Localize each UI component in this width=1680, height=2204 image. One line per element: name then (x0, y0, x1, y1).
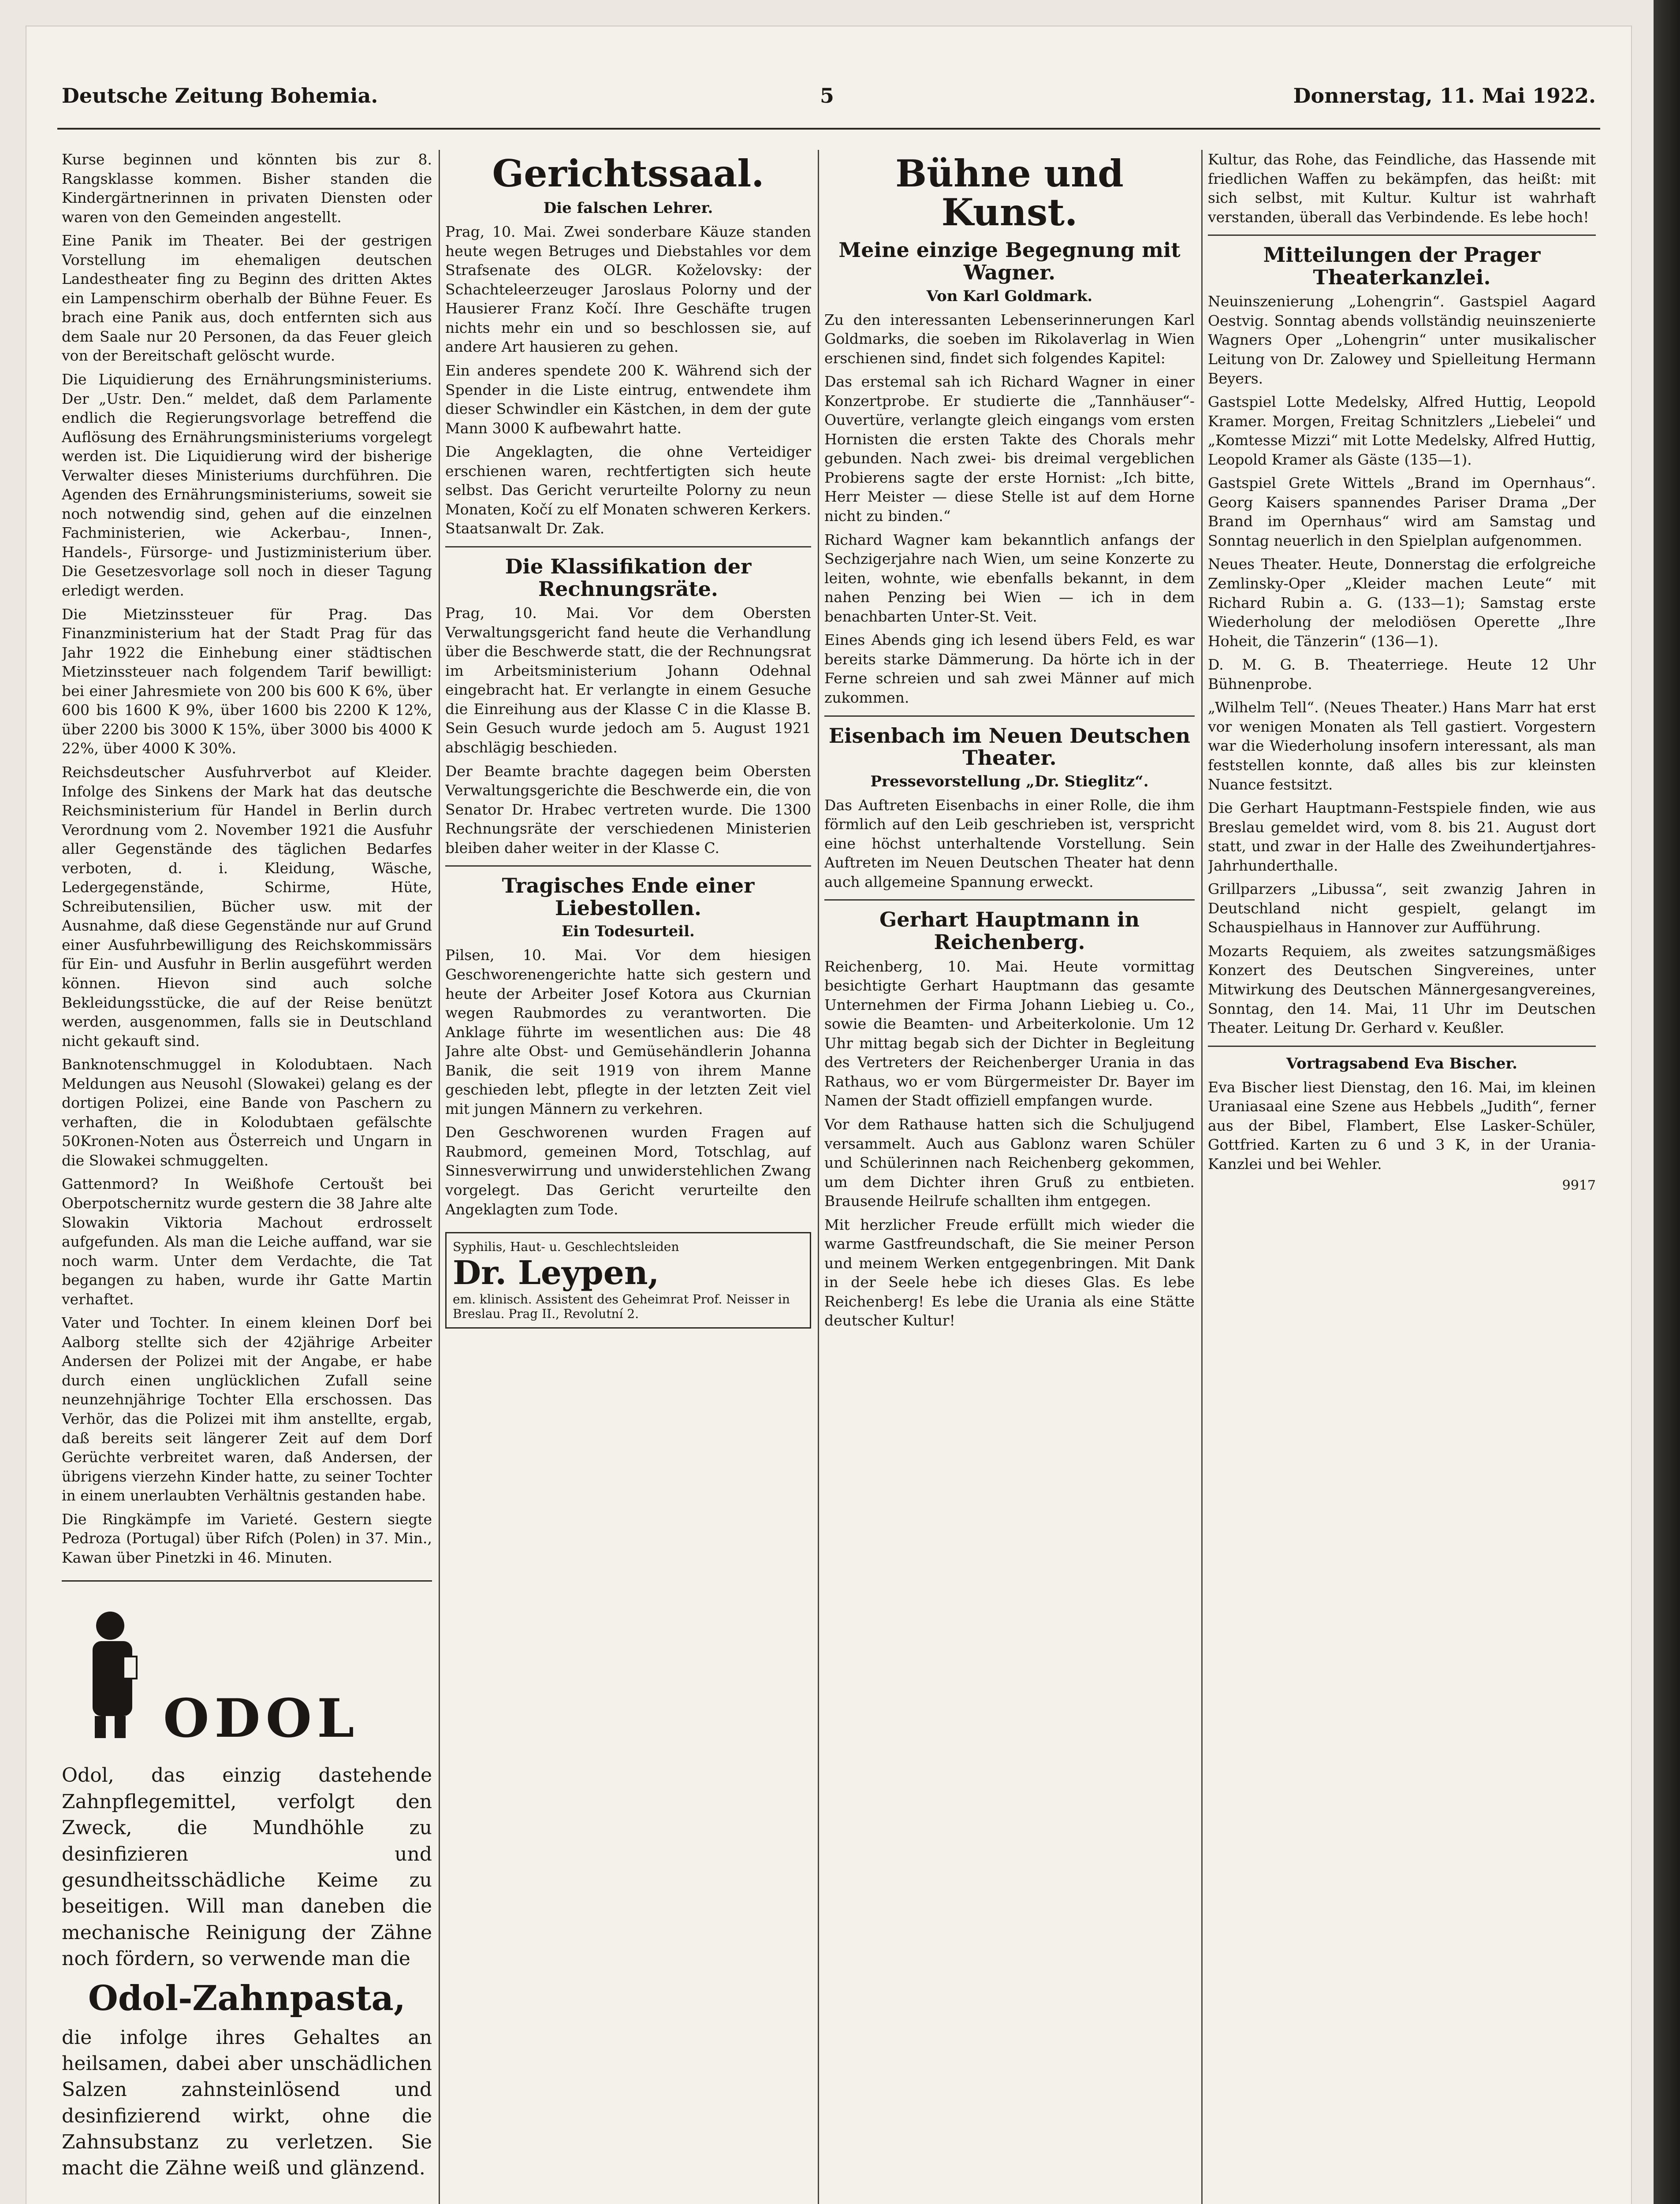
ad-name: Dr. Leypen, (453, 1254, 659, 1292)
section-heading: Mitteilungen der Prager Theaterkanzlei. (1263, 243, 1541, 289)
ad-line: em. klinisch. Assistent des Geheimrat Prof. Neisser in Breslau. Prag II., Revolutní 2. (453, 1292, 790, 1322)
article-subheading: Ein Todesurteil. (562, 923, 695, 941)
column-theater-notes (1208, 150, 1596, 2204)
article-paragraph: Richard Wagner kam bekanntlich anfangs der Sechzigerjahre nach Wien, um seine Konzerte zu leiten, wohnte, wie ebenfalls bekannt, in dem nahen Penzing bei Wien — ich in dem benachbarten Unter-St. Veit. (824, 531, 1195, 625)
newspaper-page (26, 26, 1631, 2204)
news-paragraph: Kurse beginnen und könnten bis zur 8. Rangsklasse kommen. Bisher standen die Kindergärtnerinnen in privaten Diensten oder waren von den Gemeinden angestellt. (62, 151, 432, 226)
article-paragraph: D. M. G. B. Theaterriege. Heute 12 Uhr Bühnenprobe. (1208, 656, 1596, 692)
column-court (445, 150, 811, 2204)
article-paragraph: Gastspiel Lotte Medelsky, Alfred Huttig, Leopold Kramer. Morgen, Freitag Schnitzlers „Liebelei“ und „Komtesse Mizzi“ mit Lotte Medelsky, Alfred Huttig, Leopold Kramer als Gäste (135—1). (1208, 393, 1596, 468)
article-paragraph: Mozarts Requiem, als zweites satzungsmäßiges Konzert des Deutschen Singvereines, unter Mitwirkung des Deutschen Männergesangvereines, Sonntag, den 14. Mai, 11 Uhr im Deutschen Theater. Leitung Dr. Gerhard v. Keußler. (1208, 942, 1596, 1037)
article-paragraph: Grillparzers „Libussa“, seit zwanzig Jahren in Deutschland nicht gespielt, gelangt im Schauspielhaus in Hannover zur Aufführung. (1208, 880, 1596, 936)
article-paragraph: Vor dem Rathause hatten sich die Schuljugend versammelt. Auch aus Gablonz waren Schüler und Schülerinnen nach Reichenberg gekommen, um dem Dichter ihren Gruß zu entbieten. Brausende Heilrufe schallten ihm entgegen. (824, 1115, 1195, 1210)
article-paragraph: Das erstemal sah ich Richard Wagner in einer Konzertprobe. Er studierte die „Tannhäuser“-Ouvertüre, verlangte gleich eingangs vom ersten Hornisten die ersten Takte des Chorals mehr gebunden. Nach zwei- bis dreimal vergeblichen Probierens sagte der erste Hornist: „Ich bitte, Herr Meister — diese Stelle ist auf dem Horne nicht zu binden.“ (824, 373, 1195, 525)
article-paragraph: Eines Abends ging ich lesend übers Feld, es war bereits starke Dämmerung. Da hörte ich in der Ferne schreien und sah zwei Männer auf mich zukommen. (824, 631, 1195, 706)
news-paragraph: Die Ringkämpfe im Varieté. Gestern siegte Pedroza (Portugal) über Rifch (Polen) in 37. Min., Kawan über Pinetzki in 46. Minuten. (62, 1510, 432, 1566)
ad-line: Syphilis, Haut- u. Geschlechtsleiden (453, 1240, 679, 1255)
column-local-news (62, 150, 432, 2204)
news-paragraph: Banknotenschmuggel in Kolodubtaen. Nach Meldungen aus Neusohl (Slowakei) gelang es der dortigen Polizei, eine Bande von Paschern zu verhaften, die in Kolodubtaen gefälschte 50Kronen-Noten aus Österreich und Ungarn in die Slowakei schmuggelten. (62, 1056, 432, 1169)
divider (1208, 1046, 1596, 1047)
article-paragraph: Ein anderes spendete 200 K. Während sich der Spender in die Liste eintrug, entwendete ihm dieser Schwindler ein Kästchen, in dem der gute Mann 3000 K aufbewahrt hatte. (445, 362, 811, 437)
column-divider (818, 150, 819, 2204)
column-stage-art (824, 150, 1195, 2204)
article-paragraph: Prag, 10. Mai. Vor dem Obersten Verwaltungsgericht fand heute die Verhandlung über die Beschwerde statt, die der Rechnungsrat im Arbeitsministerium Johann Odehnal eingebracht hat. Er verlangte in einem Gesuche die Einreihung aus der Klasse C in die Klasse B. Sein Gesuch wurde jedoch am 5. August 1921 abschlägig beschieden. (445, 604, 811, 756)
article-paragraph: Gastspiel Grete Wittels „Brand im Opernhaus“. Georg Kaisers spannendes Pariser Drama „Der Brand im Opernhaus“ wird am Samstag und Sonntag neuerlich in den Spielplan aufgenommen. (1208, 474, 1596, 549)
article-paragraph: Mit herzlicher Freude erfüllt mich wieder die warme Gastfreundschaft, die Sie meiner Person und meinem Werken entgegenbringen. Mit Dank in der Seele hebe ich dieses Glas. Es lebe Reichenberg! Es lebe die Urania als eine Stätte deutscher Kultur! (824, 1216, 1195, 1329)
article-paragraph: Eva Bischer liest Dienstag, den 16. Mai, im kleinen Uraniasaal eine Szene aus Hebbels „Judith“, ferner aus der Bibel, Flambert, Else Lasker-Schüler, Gottfried. Karten zu 6 und 3 K, in der Urania-Kanzlei und bei Wehler. (1208, 1078, 1596, 1173)
news-paragraph: Die Mietzinssteuer für Prag. Das Finanzministerium hat der Stadt Prag für das Jahr 1922 die Einhebung einer städtischen Mietzinssteuer nach folgendem Tarif bewilligt: bei einer Jahresmiete von 200 bis 600 K 6%, über 600 bis 1600 K 9%, über 1600 bis 2200 K 12%, über 2200 bis 3000 K 15%, über 3000 bis 4000 K 22%, über 4000 K 30%. (62, 605, 432, 757)
paper-title: Deutsche Zeitung Bohemia. (62, 84, 378, 108)
issue-date: Donnerstag, 11. Mai 1922. (1293, 84, 1596, 108)
odol-brand: ODOL (163, 1687, 360, 1750)
news-paragraph: Eine Panik im Theater. Bei der gestrigen Vorstellung im ehemaligen deutschen Landestheater fing zu Beginn des dritten Aktes ein Lampenschirm oberhalb der Bühne Feuer. Es brach eine Panik aus, doch entfernten sich aus dem Saale nur 20 Personen, da das Feuer gleich von der Bereitschaft gelöscht wurde. (62, 232, 432, 365)
article-paragraph: Prag, 10. Mai. Zwei sonderbare Käuze standen heute wegen Betruges und Diebstahles vor dem Strafsenate des OLGR. Koželovsky: der Schachteleerzeuger Jaroslaus Polorny und der Hausierer Franz Kočí. Ihre Geschäfte trugen nichts mehr ein und so beschlossen sie, auf andere Art hausieren zu gehen. (445, 223, 811, 356)
article-paragraph: Reichenberg, 10. Mai. Heute vormittag besichtigte Gerhart Hauptmann das gesamte Unternehmen der Firma Johann Liebieg u. Co., sowie die Beamten- und Arbeiterkolonie. Um 12 Uhr mittag begab sich der Dichter in Begleitung des Vertreters der Reichenberger Urania in das Rathaus, wo er vom Bürgermeister Dr. Bayer im Namen der Stadt offiziell empfangen wurde. (824, 957, 1195, 1109)
article-heading: Tragisches Ende einer Liebestollen. (502, 874, 755, 920)
header-rule (57, 128, 1600, 130)
article-paragraph: „Wilhelm Tell“. (Neues Theater.) Hans Marr hat erst vor wenigen Monaten als Tell gastiert. Vorgestern war die Wiederholung insofern interessant, als man feststellen konnte, daß alles bis zur kleinsten Nuance festsitzt. (1208, 699, 1596, 793)
article-heading: Gerhart Hauptmann in Reichenberg. (879, 908, 1140, 954)
figure-illustration-icon (79, 1608, 150, 1740)
odol-text: die infolge ihres Gehaltes an heilsamen, dabei aber unschädlichen Salzen zahnsteinlösend und desinfizierend wirkt, ohne die Zahnsubstanz zu verletzen. Sie macht die Zähne weiß und glänzend. (62, 2026, 432, 2180)
odol-pasta-heading: Odol-Zahnpasta, (88, 1978, 406, 2018)
article-paragraph: Die Gerhart Hauptmann-Festspiele finden, wie aus Breslau gemeldet wird, vom 8. bis 21. August dort statt, und zwar in der Halle des Zweihundertjahres-Jahrhunderthalle. (1208, 799, 1596, 874)
article-paragraph: Pilsen, 10. Mai. Vor dem hiesigen Geschworenengerichte hatte sich gestern und heute der Arbeiter Josef Kotora aus Ckurnian wegen Raubmordes zu verantworten. Die Anklage führte im wesentlichen aus: Die 48 Jahre alte Obst- und Gemüsehändlerin Johanna Banik, die seit 1919 von ihrem Manne geschieden lebt, pflegte in der letzten Zeit viel mit jungen Männern zu verkehren. (445, 946, 811, 1117)
divider (824, 715, 1195, 717)
odol-text: Odol, das einzig dastehende Zahnpflegemittel, verfolgt den Zweck, die Mundhöhle zu desinfizieren und gesundheitsschädliche Keime zu beseitigen. Will man daneben die mechanische Reinigung der Zähne noch fördern, so verwende man die (62, 1764, 432, 1970)
article-heading: Vortragsabend Eva Bischer. (1286, 1054, 1518, 1072)
column-divider (439, 150, 440, 2204)
leypen-advertisement (445, 1232, 811, 1329)
news-paragraph: Vater und Tochter. In einem kleinen Dorf bei Aalborg stellte sich der 42jährige Arbeiter Andersen der Polizei mit der Angabe, er habe durch einen unglücklichen Zufall seine neunzehnjährige Tochter Ella erschossen. Das Verhör, das die Polizei mit ihm anstellte, ergab, daß bereits seit längerer Zeit auf dem Dorf Gerüchte verbreitet waren, daß Andersen, der übrigens vierzehn Kinder hatte, zu seiner Tochter in einem unerlaubten Verhältnis gestanden habe. (62, 1314, 432, 1504)
article-paragraph: Zu den interessanten Lebenserinnerungen Karl Goldmarks, die soeben im Rikolaverlag in Wien erschienen sind, findet sich folgendes Kapitel: (824, 311, 1195, 367)
divider (445, 546, 811, 547)
odol-illustration (62, 1595, 432, 1754)
column-divider (1201, 150, 1203, 2204)
article-heading: Meine einzige Begegnung mit Wagner. (838, 238, 1181, 284)
article-paragraph: Kultur, das Rohe, das Feindliche, das Hassende mit friedlichen Waffen zu bekämpfen, das heißt: mit sich selbst, mit Kultur. Kultur ist wahrhaft verstanden, überall das Verbindende. Es lebe hoch! (1208, 151, 1596, 226)
article-heading: Die falschen Lehrer. (543, 199, 713, 217)
news-paragraph: Die Liquidierung des Ernährungsministeriums. Der „Ustr. Den.“ meldet, daß dem Parlamente endlich die Regierungsvorlage betreffend die Auflösung des Ernährungsministeriums vorgelegt werden ist. Die Liquidierung wird der bisherige Verwalter dieses Ministeriums durchführen. Die Agenden des Ernährungsministeriums, soweit sie noch notwendig sind, gehen auf die einzelnen Fachministerien, wie Ackerbau-, Innen-, Handels-, Fürsorge- und Justizministerium über. Die Gesetzesvorlage soll noch in dieser Tagung erledigt werden. (62, 371, 432, 599)
article-paragraph: Der Beamte brachte dagegen beim Obersten Verwaltungsgerichte die Beschwerde ein, die von Senator Dr. Hrabec vertreten wurde. Die 1300 Rechnungsräte der verschiedenen Ministerien bleiben daher weiter in der Klasse C. (445, 762, 811, 856)
scan-binding-edge (1654, 0, 1680, 2204)
page-header (62, 84, 1596, 119)
article-paragraph: Neues Theater. Heute, Donnerstag die erfolgreiche Zemlinsky-Oper „Kleider machen Leute“ mit Richard Rubin a. G. (133—1); Samstag erste Wiederholung der melodiösen Operette „Ihre Hoheit, die Tänzerin“ (136—1). (1208, 555, 1596, 650)
divider (824, 899, 1195, 901)
page-number: 5 (820, 84, 834, 108)
article-paragraph: Den Geschworenen wurden Fragen auf Raubmord, gemeinen Mord, Totschlag, auf Sinnesverwirrung und unwiderstehlichen Zwang vorgelegt. Das Gericht verurteilte den Angeklagten zum Tode. (445, 1124, 811, 1218)
article-paragraph: Neuinszenierung „Lohengrin“. Gastspiel Aagard Oestvig. Sonntag abends vollständig neuinszenierte Wagners Oper „Lohengrin“ unter musikalischer Leitung von Dr. Zalowey und Spielleitung Hermann Beyers. (1208, 293, 1596, 387)
article-paragraph: Die Angeklagten, die ohne Verteidiger erschienen waren, rechtfertigten sich heute selbst. Das Gericht verurteilte Polorny zu neun Monaten, Kočí zu elf Monaten schweren Kerkers. Staatsanwalt Dr. Zak. (445, 443, 811, 537)
section-title: Bühne und Kunst. (895, 152, 1124, 235)
news-paragraph: Reichsdeutscher Ausfuhrverbot auf Kleider. Infolge des Sinkens der Mark hat das deutsche Reichsministerium für Handel in Berlin durch Verordnung vom 2. November 1921 die Ausfuhr aller Gegenstände des täglichen Bedarfes verboten, d. i. Kleidung, Wäsche, Ledergegenstände, Schirme, Hüte, Schreibutensilien, Bücher usw. mit der Ausnahme, daß diese Gegenstände nur auf Grund einer Ausfuhrbewilligung des Reichskommissärs für Ein- und Ausfuhr in Berlin ausgeführt werden können. Hievon sind auch solche Bekleidungsstücke, die auf der Reise benützt werden, ausgenommen, falls sie in Deutschland nicht gekauft sind. (62, 763, 432, 1050)
divider (1208, 235, 1596, 236)
ad-number: 9917 (1562, 1178, 1596, 1194)
article-author: Von Karl Goldmark. (926, 287, 1093, 305)
article-subheading: Pressevorstellung „Dr. Stieglitz“. (870, 772, 1149, 790)
news-paragraph: Gattenmord? In Weißhofe Certoušt bei Oberpotschernitz wurde gestern die 38 Jahre alte Slowakin Viktoria Machout erdrosselt aufgefunden. Als man die Leiche auffand, war sie noch warm. Unter dem Verdachte, die Tat begangen zu haben, wurde ihr Gatte Martin verhaftet. (62, 1175, 432, 1308)
section-title: Gerichtssaal. (492, 152, 764, 195)
article-heading: Eisenbach im Neuen Deutschen Theater. (828, 723, 1191, 770)
divider (445, 865, 811, 867)
article-heading: Die Klassifikation der Rechnungsräte. (505, 554, 752, 601)
article-paragraph: Das Auftreten Eisenbachs in einer Rolle, die ihm förmlich auf den Leib geschrieben ist, verspricht eine höchst unterhaltende Vorstellung. Sein Auftreten im Neuen Deutschen Theater hat denn auch allgemeine Spannung erweckt. (824, 796, 1195, 890)
odol-advertisement (62, 1580, 432, 2181)
